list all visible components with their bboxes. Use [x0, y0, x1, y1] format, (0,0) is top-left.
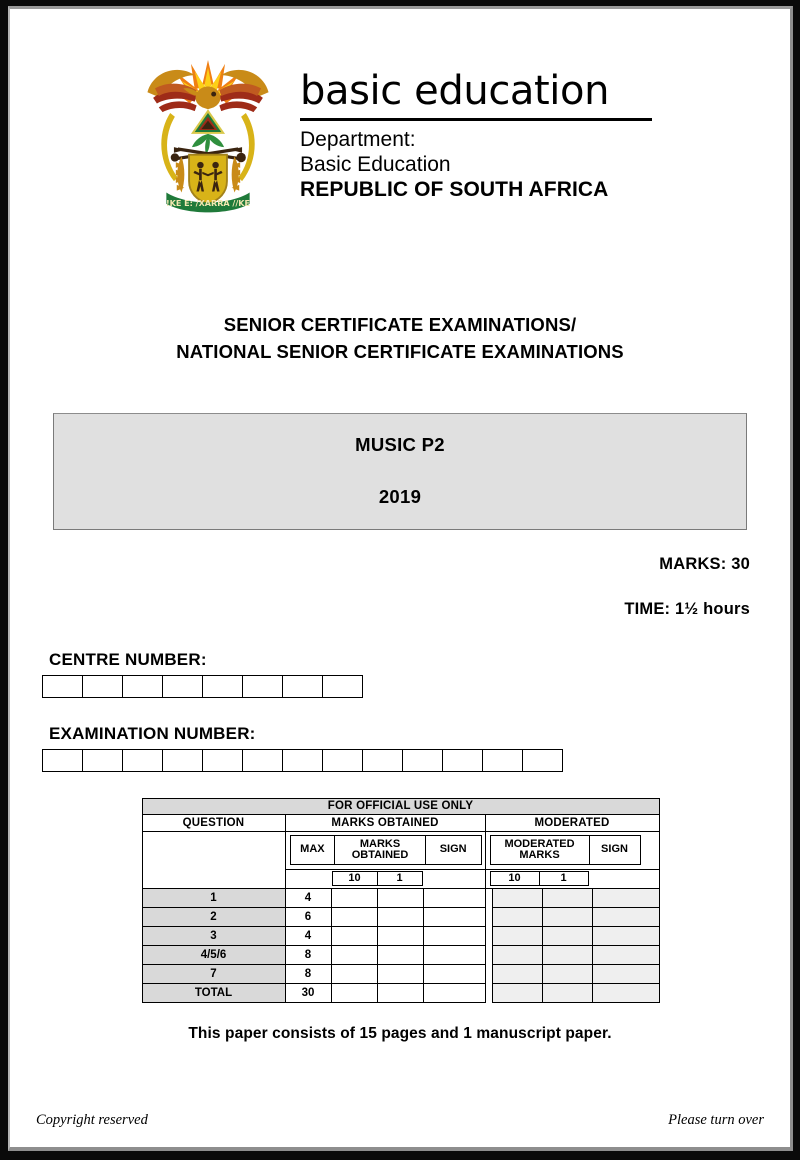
- cell-sign[interactable]: [423, 983, 485, 1002]
- moderated-digit-ten: 10: [490, 871, 540, 886]
- cell-marks-tens[interactable]: [331, 888, 377, 907]
- cell-moderated-units[interactable]: [542, 926, 592, 945]
- moderated-digit-one: 1: [539, 871, 589, 886]
- cell-marks-tens[interactable]: [331, 907, 377, 926]
- centre-number-cell[interactable]: [282, 675, 323, 698]
- turn-over-notice: Please turn over: [668, 1112, 764, 1128]
- examination-number-cell[interactable]: [122, 749, 163, 772]
- examination-number-cell[interactable]: [322, 749, 363, 772]
- cell-marks-units[interactable]: [377, 983, 423, 1002]
- document-header: [36, 9, 764, 219]
- subject-box: [53, 413, 747, 530]
- cell-moderated-units[interactable]: [542, 907, 592, 926]
- cell-question: 1: [142, 888, 285, 907]
- cell-moderated-sign[interactable]: [592, 964, 659, 983]
- centre-number-cell[interactable]: [202, 675, 243, 698]
- subject-year: 2019: [378, 486, 422, 508]
- copyright-notice: Copyright reserved: [36, 1112, 148, 1128]
- cell-marks-tens[interactable]: [331, 983, 377, 1002]
- table-row: [142, 888, 659, 907]
- cell-marks-units[interactable]: [377, 907, 423, 926]
- examination-number-cell[interactable]: [362, 749, 403, 772]
- cell-sign[interactable]: [423, 926, 485, 945]
- cell-moderated-units[interactable]: [542, 964, 592, 983]
- marks-digit-one: 1: [377, 871, 423, 886]
- official-table-body: [142, 888, 659, 1002]
- header-marks-obtained: MARKS OBTAINED: [285, 814, 485, 831]
- subheader-sign: SIGN: [425, 835, 482, 865]
- header-question: QUESTION: [142, 814, 285, 831]
- table-row: [142, 945, 659, 964]
- cell-moderated-sign[interactable]: [592, 983, 659, 1002]
- cell-moderated-tens[interactable]: [492, 926, 542, 945]
- cell-moderated-sign[interactable]: [592, 907, 659, 926]
- cell-gap: [485, 888, 492, 907]
- cell-gap: [485, 983, 492, 1002]
- cell-gap: [485, 945, 492, 964]
- cell-sign[interactable]: [423, 945, 485, 964]
- examination-number-input[interactable]: [42, 749, 764, 772]
- cell-max: 30: [285, 983, 331, 1002]
- exam-title-block: [36, 311, 764, 366]
- examination-number-cell[interactable]: [202, 749, 243, 772]
- cell-moderated-tens[interactable]: [492, 888, 542, 907]
- cell-moderated-tens[interactable]: [492, 964, 542, 983]
- cell-question: 4/5/6: [142, 945, 285, 964]
- cell-marks-tens[interactable]: [331, 945, 377, 964]
- cell-marks-units[interactable]: [377, 964, 423, 983]
- centre-number-cell[interactable]: [82, 675, 123, 698]
- official-use-table-wrapper: [142, 798, 659, 1003]
- cell-marks-tens[interactable]: [331, 964, 377, 983]
- moderated-subheaders: [485, 831, 659, 869]
- table-row: [142, 926, 659, 945]
- table-row: [142, 907, 659, 926]
- cell-sign[interactable]: [423, 888, 485, 907]
- page-count-note: This paper consists of 15 pages and 1 manuscript paper.: [188, 1024, 612, 1042]
- south-african-coat-of-arms-icon: [132, 43, 284, 219]
- department-line-1: Department:: [300, 128, 416, 151]
- marks-digit-ten: 10: [332, 871, 378, 886]
- exam-title-line-1: SENIOR CERTIFICATE EXAMINATIONS/: [223, 314, 577, 335]
- examination-number-cell[interactable]: [282, 749, 323, 772]
- cell-max: 4: [285, 926, 331, 945]
- cell-moderated-tens[interactable]: [492, 945, 542, 964]
- cell-moderated-tens[interactable]: [492, 907, 542, 926]
- examination-number-cell[interactable]: [42, 749, 83, 772]
- page-bevel: [8, 6, 793, 1151]
- examination-number-cell[interactable]: [82, 749, 123, 772]
- table-row: [142, 964, 659, 983]
- subject-name: MUSIC P2: [355, 434, 445, 456]
- exam-title-line-2: NATIONAL SENIOR CERTIFICATE EXAMINATIONS: [176, 341, 624, 363]
- cell-max: 6: [285, 907, 331, 926]
- examination-number-label: EXAMINATION NUMBER:: [49, 723, 256, 743]
- cell-question: TOTAL: [142, 983, 285, 1002]
- subheader-moderated-marks: MODERATED MARKS: [490, 835, 590, 865]
- cell-moderated-units[interactable]: [542, 945, 592, 964]
- cell-moderated-sign[interactable]: [592, 945, 659, 964]
- cell-question: 3: [142, 926, 285, 945]
- table-row-total: [142, 983, 659, 1002]
- table-row-official-title: [142, 798, 659, 814]
- cell-moderated-sign[interactable]: [592, 926, 659, 945]
- brand-divider: [300, 118, 652, 121]
- department-line-3: REPUBLIC OF SOUTH AFRICA: [300, 178, 609, 202]
- department-block: [300, 43, 652, 203]
- centre-number-cell[interactable]: [242, 675, 283, 698]
- examination-number-cell[interactable]: [242, 749, 283, 772]
- marks-line: MARKS: 30: [659, 554, 750, 573]
- examination-number-cell[interactable]: [482, 749, 523, 772]
- centre-number-cell[interactable]: [162, 675, 203, 698]
- coat-of-arms-motto: !KE E: /XARRA //KE: [166, 198, 250, 208]
- page-content: [10, 9, 790, 1147]
- time-line: TIME: 1½ hours: [624, 599, 750, 618]
- centre-number-cell[interactable]: [122, 675, 163, 698]
- table-row-subheaders: [142, 831, 659, 869]
- examination-number-cell[interactable]: [442, 749, 483, 772]
- centre-number-cell[interactable]: [42, 675, 83, 698]
- centre-number-input[interactable]: [42, 675, 764, 698]
- header-moderated: MODERATED: [485, 814, 659, 831]
- cell-marks-units[interactable]: [377, 945, 423, 964]
- examination-number-cell[interactable]: [402, 749, 443, 772]
- cell-gap: [485, 907, 492, 926]
- department-line-2: Basic Education: [300, 153, 451, 177]
- cell-max: 4: [285, 888, 331, 907]
- cell-marks-tens[interactable]: [331, 926, 377, 945]
- cell-marks-units[interactable]: [377, 926, 423, 945]
- cell-moderated-sign[interactable]: [592, 888, 659, 907]
- examination-number-cell[interactable]: [162, 749, 203, 772]
- cell-moderated-units[interactable]: [542, 983, 592, 1002]
- subheader-marks-obtained: MARKS OBTAINED: [334, 835, 426, 865]
- cell-sign[interactable]: [423, 964, 485, 983]
- centre-number-cell[interactable]: [322, 675, 363, 698]
- examination-number-cell[interactable]: [522, 749, 563, 772]
- official-use-table: [142, 798, 660, 1003]
- cell-max: 8: [285, 964, 331, 983]
- cell-gap: [485, 926, 492, 945]
- cell-question: 2: [142, 907, 285, 926]
- table-row-column-headers: [142, 814, 659, 831]
- moderated-digit-guide: [485, 869, 659, 888]
- cell-sign[interactable]: [423, 907, 485, 926]
- cell-question: 7: [142, 964, 285, 983]
- centre-number-label: CENTRE NUMBER:: [49, 649, 207, 669]
- cell-gap: [485, 964, 492, 983]
- subheader-moderated-sign: SIGN: [589, 835, 641, 865]
- marks-obtained-subheaders: [285, 831, 485, 869]
- for-official-use-only-header: FOR OFFICIAL USE ONLY: [142, 798, 659, 814]
- cell-moderated-units[interactable]: [542, 888, 592, 907]
- cell-max: 8: [285, 945, 331, 964]
- subheader-max: MAX: [290, 835, 336, 865]
- cell-marks-units[interactable]: [377, 888, 423, 907]
- basic-education-brand: basic education: [300, 68, 610, 114]
- cell-moderated-tens[interactable]: [492, 983, 542, 1002]
- marks-digit-guide: [285, 869, 485, 888]
- question-subheader-blank: [142, 831, 285, 888]
- document-footer: [36, 1112, 764, 1129]
